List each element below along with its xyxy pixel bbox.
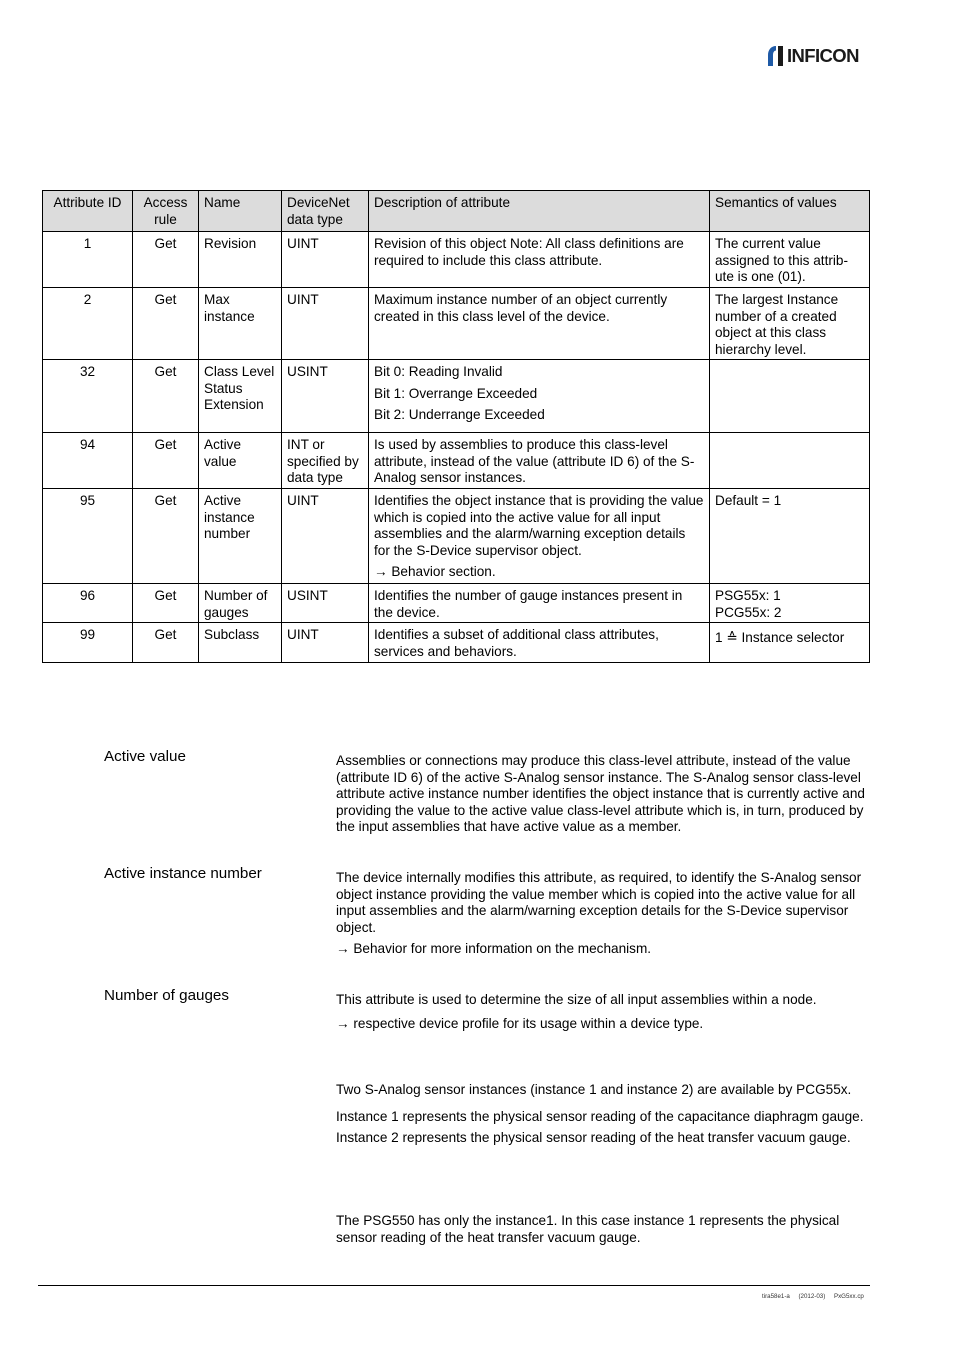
section-label-number-of-gauges: Number of gauges	[104, 987, 229, 1004]
section-label-active-value: Active value	[104, 748, 186, 765]
access-rule: Get	[133, 623, 199, 663]
table-row	[43, 584, 870, 623]
access-rule: Get	[133, 584, 199, 623]
data-type: UINT	[282, 232, 369, 288]
attribute-name: Active instance number	[199, 489, 282, 584]
table-row	[43, 288, 870, 360]
semantics-line: PCG55x: 2	[715, 604, 782, 620]
attribute-name: Class Level Status Extension	[199, 360, 282, 433]
data-type: USINT	[282, 584, 369, 623]
semantics-line: PSG55x: 1	[715, 588, 781, 603]
paragraph: Instance 1 represents the physical sensor reading of the capacitance diaphragm gauge.	[336, 1108, 864, 1124]
section-note-psg550	[336, 1213, 866, 1251]
table-row	[43, 623, 870, 663]
attribute-name: Number of gauges	[199, 584, 282, 623]
paragraph: Assemblies or connections may produce this class-level attribute, instead of the value (attribute ID 6) of the active S-Analog sensor instance. The S-Analog sensor class-level attribute active instance number identifies the object instance that is currently active and providing the value to the active value class-level attribute which is, in turn, produced by the input assemblies that have active value as a member.	[336, 753, 865, 835]
attribute-description: Identifies the number of gauge instances present in the device.	[369, 584, 710, 623]
value-semantics	[710, 584, 870, 623]
data-type: INT or specified by data type	[282, 433, 369, 489]
paragraph: Instance 2 represents the physical sensor reading of the heat transfer vacuum gauge.	[336, 1130, 851, 1146]
column-header: Attribute ID	[43, 191, 133, 232]
paragraph: This attribute is used to determine the size of all input assemblies within a node.	[336, 992, 817, 1007]
column-header: Semantics of values	[710, 191, 870, 232]
section-body-instances	[336, 1082, 866, 1152]
footer-doc-id: tira58e1-a	[762, 1293, 790, 1300]
column-header: Description of attribute	[369, 191, 710, 232]
data-type: UINT	[282, 623, 369, 663]
paragraph: Two S-Analog sensor instances (instance 1 and instance 2) are available by PCG55x.	[336, 1082, 852, 1097]
attribute-description: Identifies the object instance that is providing the value which is copied into the active value for all input assemblies and the alarm/warning exception details for the S-Device supervisor object. → Behavior section.	[369, 489, 710, 584]
attribute-id: 32	[43, 360, 133, 433]
inficon-logo	[767, 44, 859, 68]
paragraph: The device internally modifies this attribute, as required, to identify the S-Analog sensor object instance providing the value member which is copied into the active value for all input assemblies and the alarm/warning exception details for the S-Device supervisor object.	[336, 870, 862, 935]
value-semantics: The largest Instance number of a created object at this class hierarchy level.	[710, 288, 870, 360]
footer-file: PxG5xx.cp	[833, 1293, 864, 1300]
attribute-name: Revision	[199, 232, 282, 288]
column-header: Name	[199, 191, 282, 232]
attribute-description: Is used by assemblies to produce this class-level attribute, instead of the value (attribute ID 6) of the S-Analog sensor instances.	[369, 433, 710, 489]
attribute-description: Bit 0: Reading Invalid Bit 1: Overrange Exceeded Bit 2: Underrange Exceeded	[369, 360, 710, 433]
attribute-name: Max instance	[199, 288, 282, 360]
attribute-description: Revision of this object Note: All class definitions are required to include this class attribute.	[369, 232, 710, 288]
access-rule: Get	[133, 232, 199, 288]
attribute-id: 95	[43, 489, 133, 584]
access-rule: Get	[133, 489, 199, 584]
column-header: Access rule	[133, 191, 199, 232]
attribute-id: 1	[43, 232, 133, 288]
table-row	[43, 489, 870, 584]
table-header-row	[43, 191, 870, 232]
value-semantics	[710, 433, 870, 489]
table-row	[43, 433, 870, 489]
access-rule: Get	[133, 288, 199, 360]
attribute-id: 96	[43, 584, 133, 623]
paragraph: → respective device profile for its usage within a device type.	[336, 1015, 704, 1031]
logo-wordmark: INFICON	[787, 45, 859, 66]
inficon-logo-icon	[767, 44, 785, 68]
attribute-name: Subclass	[199, 623, 282, 663]
data-type: UINT	[282, 489, 369, 584]
access-rule: Get	[133, 433, 199, 489]
footer-rule	[38, 1285, 870, 1286]
column-header: DeviceNet data type	[282, 191, 369, 232]
data-type: UINT	[282, 288, 369, 360]
value-semantics	[710, 360, 870, 433]
access-rule: Get	[133, 360, 199, 433]
table-row	[43, 232, 870, 288]
attribute-id: 94	[43, 433, 133, 489]
data-type: USINT	[282, 360, 369, 433]
value-semantics: Default = 1	[710, 489, 870, 584]
footer-date: (2012-03)	[798, 1293, 826, 1300]
section-body-active-value	[336, 753, 866, 841]
section-body-active-instance-number	[336, 870, 866, 963]
attribute-name: Active value	[199, 433, 282, 489]
footer-doc-info	[762, 1293, 864, 1301]
value-semantics: The current value assigned to this attrib-ute is one (01).	[710, 232, 870, 288]
attribute-id: 2	[43, 288, 133, 360]
section-label-active-instance-number: Active instance number	[104, 865, 262, 882]
class-attribute-table	[42, 190, 870, 663]
paragraph: → Behavior for more information on the mechanism.	[336, 941, 652, 957]
value-semantics: 1 ≙ Instance selector	[710, 623, 870, 663]
attribute-description: Identifies a subset of additional class attributes, services and behaviors.	[369, 623, 710, 663]
attribute-description: Maximum instance number of an object currently created in this class level of the device.	[369, 288, 710, 360]
paragraph: The PSG550 has only the instance1. In this case instance 1 represents the physical sensor reading of the heat transfer vacuum gauge.	[336, 1213, 840, 1245]
section-body-number-of-gauges	[336, 992, 866, 1037]
table-row	[43, 360, 870, 433]
attribute-id: 99	[43, 623, 133, 663]
